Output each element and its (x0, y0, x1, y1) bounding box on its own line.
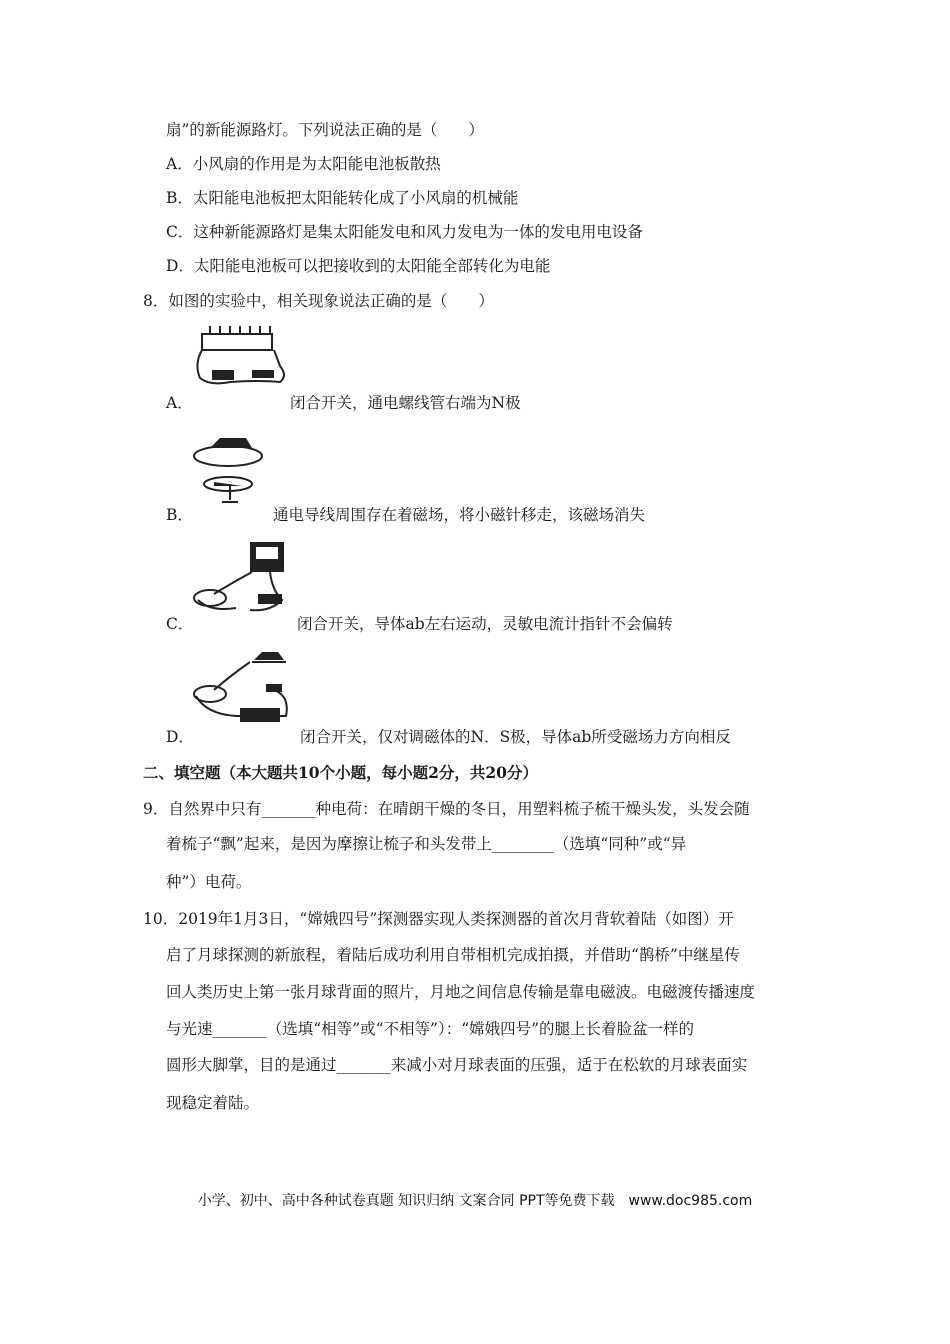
q10-line-3: 回人类历史上第一张月球背面的照片，月地之间信息传输是靠电磁波。电磁渡传播速度 (166, 983, 756, 1001)
q8-option-d-text: 闭合开关，仅对调磁体的N．S极，导体ab所受磁场力方向相反 (300, 728, 731, 746)
q10-line-4: 与光速_______（选填“相等”或“不相等”）：“嫦娥四号”的腿上长着脸盆一样的 (166, 1020, 695, 1038)
q10-line-2: 启了月球探测的新旅程，着陆后成功利用自带相机完成拍摄，并借助“鹊桥”中继星传 (166, 946, 740, 964)
q7-option-a: A．小风扇的作用是为太阳能电池板散热 (166, 155, 441, 173)
q8-option-a-text: 闭合开关，通电螺线管右端为N极 (290, 394, 521, 412)
figure-galvanometer (190, 538, 294, 618)
figure-wire-compass (190, 428, 280, 508)
q10-line-1: 10．2019年1月3日，“嫦娥四号”探测器实现人类探测器的首次月背软着陆（如图）开 (143, 910, 734, 928)
q7-option-c: C．这种新能源路灯是集太阳能发电和风力发电为一体的发电用电设备 (166, 223, 643, 241)
q8-option-a-letter: A． (166, 394, 193, 412)
q7-stem-tail: 扇”的新能源路灯。下列说法正确的是（ ） (166, 121, 484, 139)
q8-option-b-text: 通电导线周围存在着磁场，将小磁针移走，该磁场消失 (273, 506, 646, 524)
q10-line-6: 现稳定着陆。 (166, 1094, 260, 1112)
q7-option-d: D．太阳能电池板可以把接收到的太阳能全部转化为电能 (166, 257, 551, 275)
q8-option-b-letter: B． (166, 506, 193, 524)
q9-line-2: 着梳子“飘”起来，是因为摩擦让梳子和头发带上________（选填“同种”或“异 (166, 835, 687, 853)
q10-line-5: 圆形大脚掌，目的是通过_______来减小对月球表面的压强，适于在松软的月球表面实 (166, 1056, 748, 1074)
q8-option-c-text: 闭合开关，导体ab左右运动，灵敏电流计指针不会偏转 (297, 615, 673, 633)
q8-stem: 8．如图的实验中，相关现象说法正确的是（ ） (143, 292, 494, 310)
section-heading: 二、填空题（本大题共10个小题，每小题2分，共20分） (143, 763, 538, 782)
q8-option-d-letter: D． (166, 728, 194, 746)
q9-line-3: 种”）电荷。 (166, 873, 252, 891)
figure-solenoid-circuit (190, 320, 290, 392)
page-footer: 小学、初中、高中各种试卷真题 知识归纳 文案合同 PPT等免费下载 www.doc985.com (197, 1193, 753, 1209)
q7-option-b: B．太阳能电池板把太阳能转化成了小风扇的机械能 (166, 189, 519, 207)
q8-option-c-letter: C． (166, 615, 194, 633)
figure-motor-principle (190, 650, 294, 730)
q9-line-1: 9．自然界中只有_______种电荷：在晴朗干燥的冬日，用塑料梳子梳干燥头发，头发会随 (143, 800, 750, 818)
